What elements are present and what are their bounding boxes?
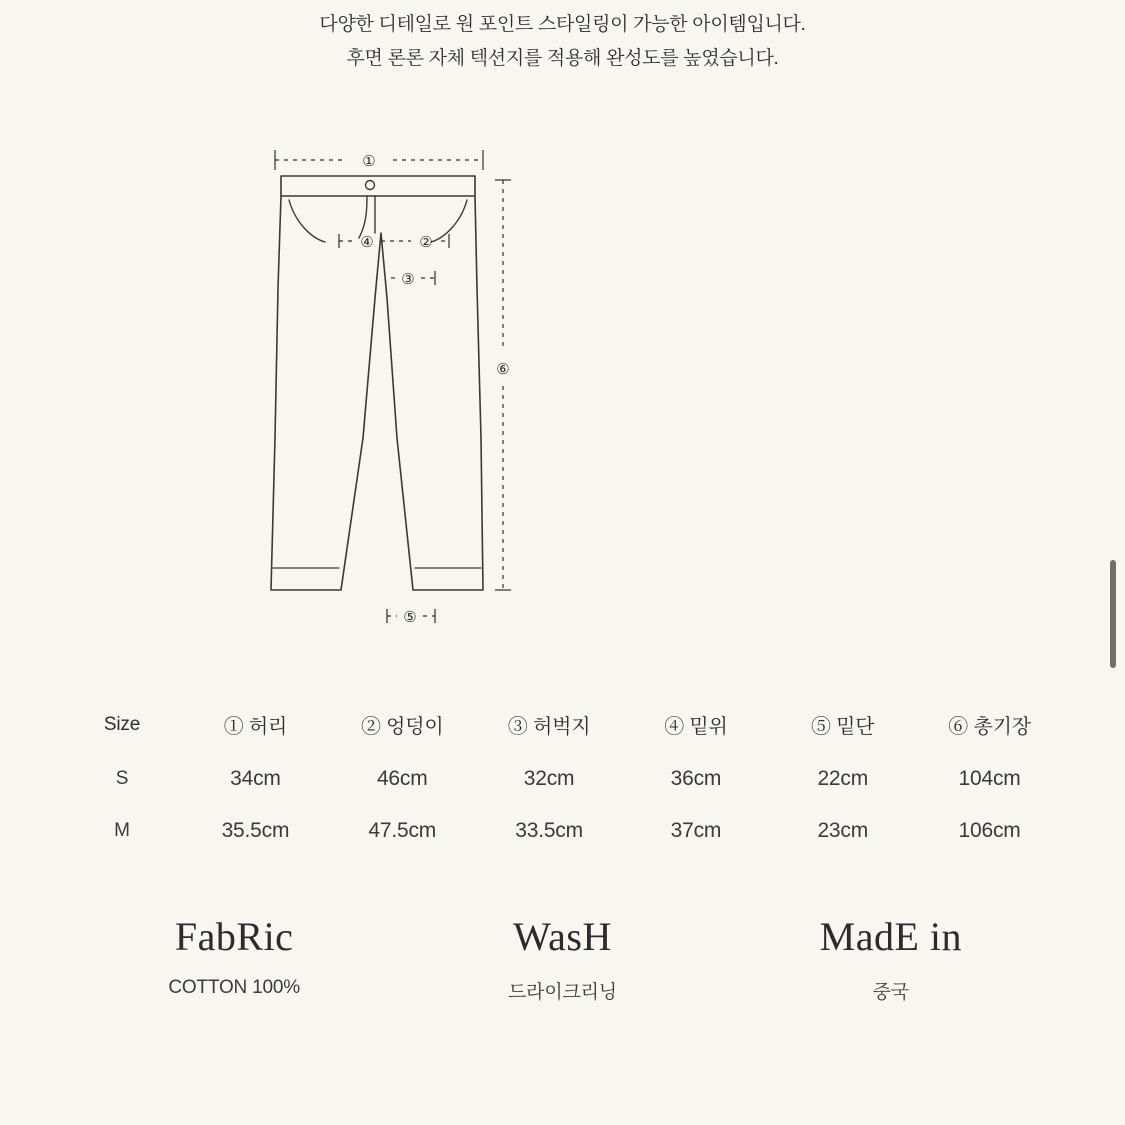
column-header-rise: ④ 밑위	[664, 716, 728, 738]
column-header-waist: ① 허리	[223, 716, 288, 738]
cell-m-waist: 35.5cm	[221, 819, 290, 842]
info-title-fabric: FabRic	[174, 914, 294, 959]
info-value-wash: 드라이크리닝	[508, 982, 617, 1003]
table-row	[62, 805, 1063, 857]
column-header-length: ⑥ 총기장	[948, 716, 1031, 738]
marker-thigh: ③	[400, 271, 415, 288]
description-line-1: 다양한 디테일로 원 포인트 스타일링이 가능한 아이템입니다.	[319, 14, 806, 35]
marker-waist: ①	[361, 153, 376, 170]
info-column-wash	[398, 915, 726, 1004]
cell-s-length: 104cm	[958, 767, 1021, 790]
cell-s-hem: 22cm	[817, 767, 868, 790]
cell-s-thigh: 32cm	[523, 767, 575, 790]
cell-m-hip: 47.5cm	[368, 819, 437, 842]
marker-hip: ②	[418, 234, 433, 251]
cell-s-rise: 36cm	[670, 767, 722, 790]
info-column-fabric	[70, 915, 398, 1004]
info-value-made-in: 중국	[872, 982, 909, 1003]
cell-m-thigh: 33.5cm	[515, 819, 583, 842]
column-header-hip: ② 엉덩이	[360, 716, 444, 738]
marker-hem: ⑤	[402, 609, 417, 626]
info-title-made-in: MadE in	[819, 914, 962, 959]
cell-m-length: 106cm	[958, 819, 1021, 842]
description-block	[0, 0, 1125, 76]
table-header-row	[62, 696, 1063, 753]
info-row	[0, 915, 1125, 1004]
size-table-wrap	[0, 696, 1125, 857]
info-column-made-in	[727, 915, 1055, 1004]
info-value-fabric: COTTON 100%	[168, 977, 300, 998]
column-header-thigh: ③ 허벅지	[507, 716, 591, 738]
table-row	[62, 753, 1063, 805]
column-header-hem: ⑤ 밑단	[811, 716, 875, 738]
cell-s-waist: 34cm	[230, 767, 281, 790]
marker-length: ⑥	[495, 361, 510, 378]
size-table	[62, 696, 1063, 857]
pants-diagram-svg	[263, 138, 863, 678]
column-header-size: Size	[103, 713, 141, 735]
vertical-scrollbar-thumb[interactable]	[1110, 560, 1116, 668]
info-title-wash: WasH	[513, 914, 612, 959]
cell-m-hem: 23cm	[817, 819, 868, 842]
marker-rise: ④	[359, 234, 374, 251]
cell-s-hip: 46cm	[376, 767, 428, 790]
cell-size-m: M	[114, 820, 130, 841]
pants-diagram	[0, 138, 1125, 678]
description-line-2: 후면 론론 자체 텍션지를 적용해 완성도를 높였습니다.	[346, 48, 779, 69]
cell-m-rise: 37cm	[670, 819, 722, 842]
cell-size-s: S	[115, 768, 129, 789]
